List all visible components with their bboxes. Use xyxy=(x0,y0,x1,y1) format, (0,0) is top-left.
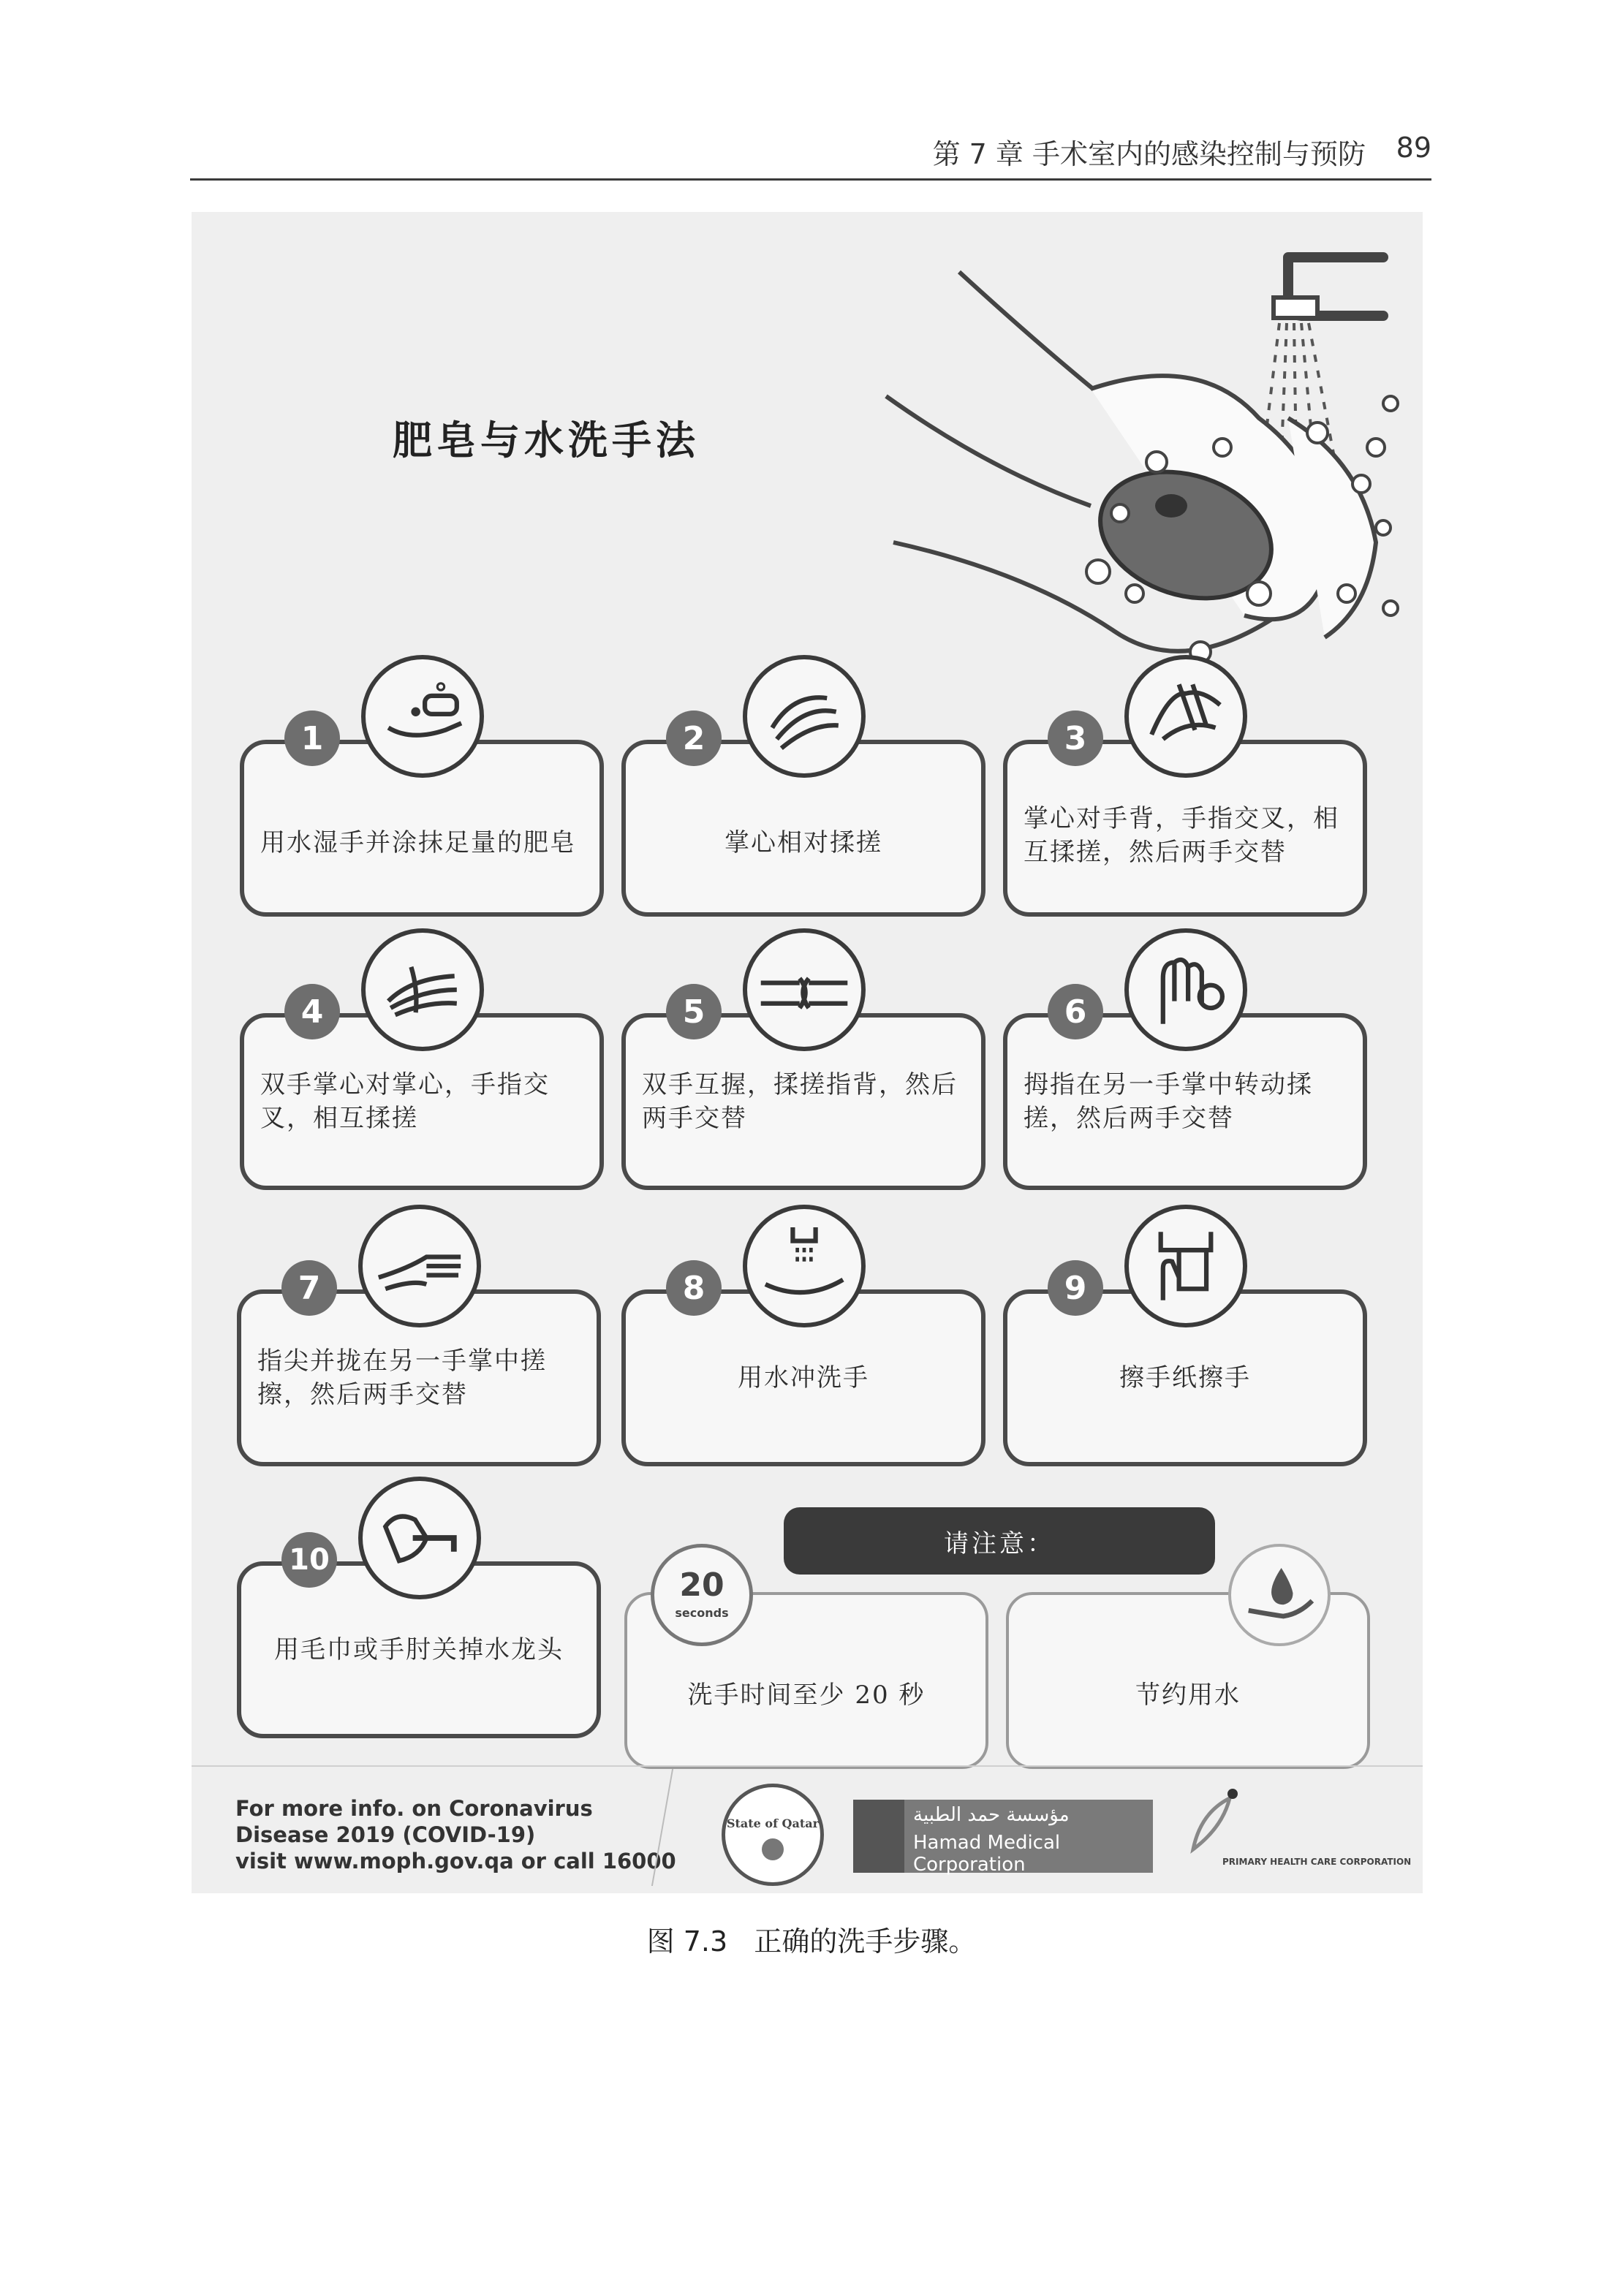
hamad-emblem-icon xyxy=(853,1800,904,1873)
poster-title: 肥皂与水洗手法 xyxy=(393,417,700,463)
step-6-text: 拇指在另一手掌中转动揉搓，然后两手交替 xyxy=(1024,1070,1313,1133)
step-2-badge: 2 xyxy=(666,711,722,766)
phcc-leaf-icon xyxy=(1179,1784,1252,1857)
thumb-rotation-icon xyxy=(1124,928,1247,1051)
step-1-text: 用水湿手并涂抹足量的肥皂 xyxy=(260,828,576,857)
fingers-interlaced-icon xyxy=(361,928,484,1051)
state-of-qatar-seal: State of Qatar xyxy=(722,1784,824,1886)
hamad-medical-logo: مؤسسة حمد الطبية Hamad Medical Corporation xyxy=(853,1800,1153,1873)
header-rule xyxy=(190,178,1431,181)
seal-emblem-icon xyxy=(762,1838,784,1860)
fingertips-rub-icon xyxy=(358,1205,481,1327)
soap-hand-icon xyxy=(361,655,484,778)
step-2-text: 掌心相对揉搓 xyxy=(725,828,882,857)
note-heading: 请注意： xyxy=(784,1507,1215,1575)
step-3-badge: 3 xyxy=(1048,711,1103,766)
page-number: 89 xyxy=(1396,132,1431,164)
rinse-hands-icon xyxy=(743,1205,866,1327)
step-6-badge: 6 xyxy=(1048,984,1103,1039)
turn-off-faucet-icon xyxy=(358,1477,481,1599)
handwashing-poster xyxy=(192,212,1423,1893)
footer-info: For more info. on Coronavirus Disease 2019 (COVID-19) visit www.moph.gov.qa or call 16000 xyxy=(235,1796,676,1873)
back-of-hand-icon xyxy=(1124,655,1247,778)
step-3-text: 掌心对手背，手指交叉，相互揉搓，然后两手交替 xyxy=(1024,804,1339,867)
figure-caption-text: 正确的洗手步骤。 xyxy=(754,1925,977,1958)
note-save-water-text: 节约用水 xyxy=(1135,1681,1241,1710)
paper-towel-icon xyxy=(1124,1205,1247,1327)
step-10-badge: 10 xyxy=(281,1532,337,1588)
note-duration-text: 洗手时间至少 20 秒 xyxy=(687,1681,926,1710)
chapter-title: 第 7 章 手术室内的感染控制与预防 xyxy=(932,138,1366,170)
step-8-badge: 8 xyxy=(666,1260,722,1316)
figure-label: 图 7.3 xyxy=(646,1925,728,1958)
step-7-badge: 7 xyxy=(281,1260,337,1316)
step-9-text: 擦手纸擦手 xyxy=(1119,1363,1251,1393)
step-1-badge: 1 xyxy=(284,711,340,766)
step-10-text: 用毛巾或手肘关掉水龙头 xyxy=(274,1635,564,1664)
step-7-text: 指尖并拢在另一手掌中搓擦，然后两手交替 xyxy=(257,1346,547,1409)
figure-caption xyxy=(0,1919,1623,1959)
running-header xyxy=(190,132,1431,173)
timer-20-seconds-icon: 20 seconds xyxy=(651,1544,753,1646)
primary-health-care-logo: PRIMARY HEALTH CARE CORPORATION xyxy=(1179,1784,1412,1879)
step-4-text: 双手掌心对掌心，手指交叉，相互揉搓 xyxy=(260,1070,550,1133)
step-8-text: 用水冲洗手 xyxy=(738,1363,869,1393)
poster-footer-rule xyxy=(192,1765,1423,1767)
step-4-badge: 4 xyxy=(284,984,340,1039)
water-drop-hand-icon xyxy=(1228,1544,1331,1646)
interlocked-fingers-icon xyxy=(743,928,866,1051)
palm-to-palm-icon xyxy=(743,655,866,778)
hands-under-faucet-illustration xyxy=(879,228,1478,681)
step-5-text: 双手互握，揉搓指背，然后两手交替 xyxy=(642,1070,958,1133)
step-9-badge: 9 xyxy=(1048,1260,1103,1316)
step-5-badge: 5 xyxy=(666,984,722,1039)
